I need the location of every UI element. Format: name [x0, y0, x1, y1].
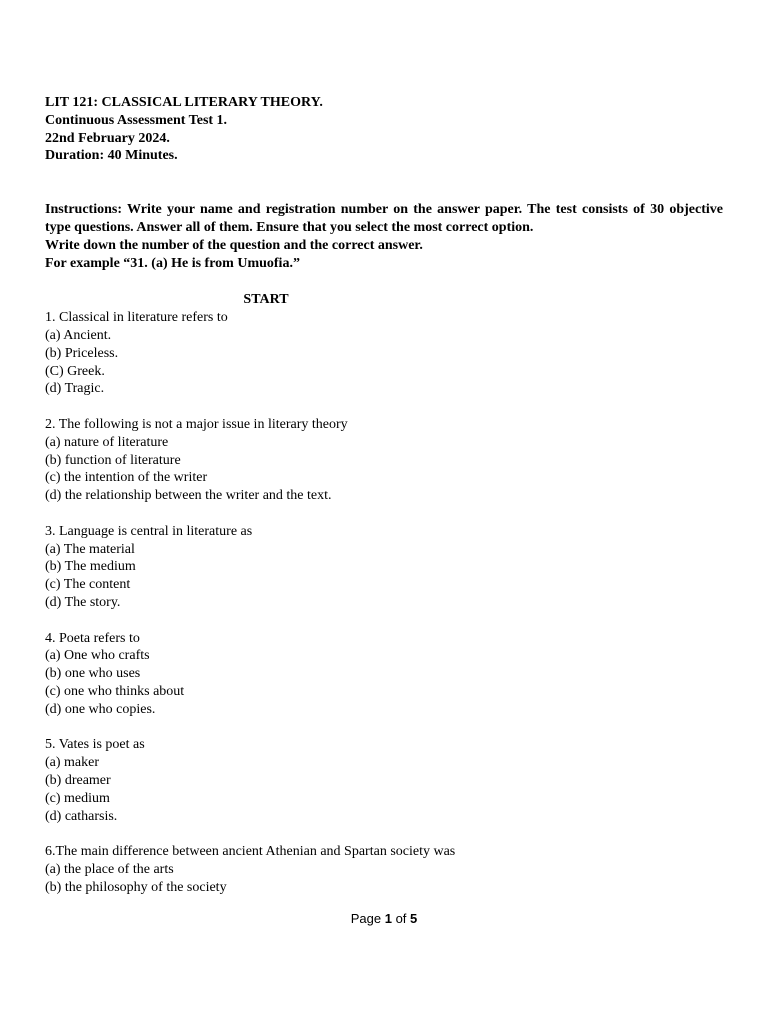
answer-option: (b) the philosophy of the society	[45, 879, 227, 895]
answer-option: (b) one who uses	[45, 666, 141, 682]
answer-option: (b) function of literature	[45, 452, 181, 468]
question-block	[45, 523, 723, 612]
answer-option: (b) The medium	[45, 559, 136, 575]
test-duration: Duration: 40 Minutes.	[45, 148, 178, 164]
instructions-block	[45, 201, 723, 273]
course-title: LIT 121: CLASSICAL LITERARY THEORY.	[45, 95, 323, 110]
answer-option: (d) Tragic.	[45, 381, 105, 397]
answer-option: (d) one who copies.	[45, 701, 156, 717]
question-stem: 2. The following is not a major issue in literary theory	[45, 416, 348, 432]
question-block	[45, 630, 723, 719]
answer-option: (c) The content	[45, 577, 131, 593]
page-footer	[0, 911, 768, 926]
answer-option: (a) One who crafts	[45, 648, 150, 664]
question-block	[45, 416, 723, 505]
page-label: Page	[350, 911, 382, 926]
answer-option: (d) catharsis.	[45, 808, 118, 824]
answer-option: (a) Ancient.	[45, 327, 112, 343]
answer-option: (b) Priceless.	[45, 345, 119, 361]
instructions-text: Instructions: Write your name and registration number on the answer paper. The test consists of 30 objective type questions. Answer all of them. Ensure that you select the most correct option.	[45, 202, 723, 236]
document-header	[45, 94, 723, 165]
answer-option: (C) Greek.	[45, 363, 105, 379]
questions-list	[45, 309, 723, 896]
answer-option: (c) medium	[45, 790, 110, 806]
question-stem: 4. Poeta refers to	[45, 630, 140, 646]
document-page	[45, 94, 723, 914]
answer-option: (a) The material	[45, 541, 135, 557]
answer-option: (b) dreamer	[45, 772, 111, 788]
question-stem: 1. Classical in literature refers to	[45, 310, 228, 326]
instructions-answer-format: Write down the number of the question and the correct answer.	[45, 238, 423, 254]
test-date: 22nd February 2024.	[45, 130, 170, 146]
question-block	[45, 309, 723, 398]
question-block	[45, 843, 723, 896]
current-page-number: 1	[384, 911, 392, 926]
answer-option: (c) the intention of the writer	[45, 470, 208, 486]
total-pages-number: 5	[410, 911, 418, 926]
of-label: of	[395, 911, 407, 926]
answer-option: (d) the relationship between the writer and the text.	[45, 488, 332, 504]
question-stem: 3. Language is central in literature as	[45, 523, 253, 539]
question-stem: 5. Vates is poet as	[45, 737, 145, 753]
question-stem: 6.The main difference between ancient Athenian and Spartan society was	[45, 844, 456, 860]
answer-option: (a) the place of the arts	[45, 861, 174, 877]
test-title: Continuous Assessment Test 1.	[45, 112, 228, 128]
answer-option: (c) one who thinks about	[45, 683, 185, 699]
answer-option: (a) maker	[45, 755, 100, 771]
instructions-example: For example “31. (a) He is from Umuofia.”	[45, 256, 300, 272]
question-block	[45, 736, 723, 825]
start-heading: START	[243, 292, 289, 308]
answer-option: (a) nature of literature	[45, 434, 169, 450]
answer-option: (d) The story.	[45, 594, 121, 610]
